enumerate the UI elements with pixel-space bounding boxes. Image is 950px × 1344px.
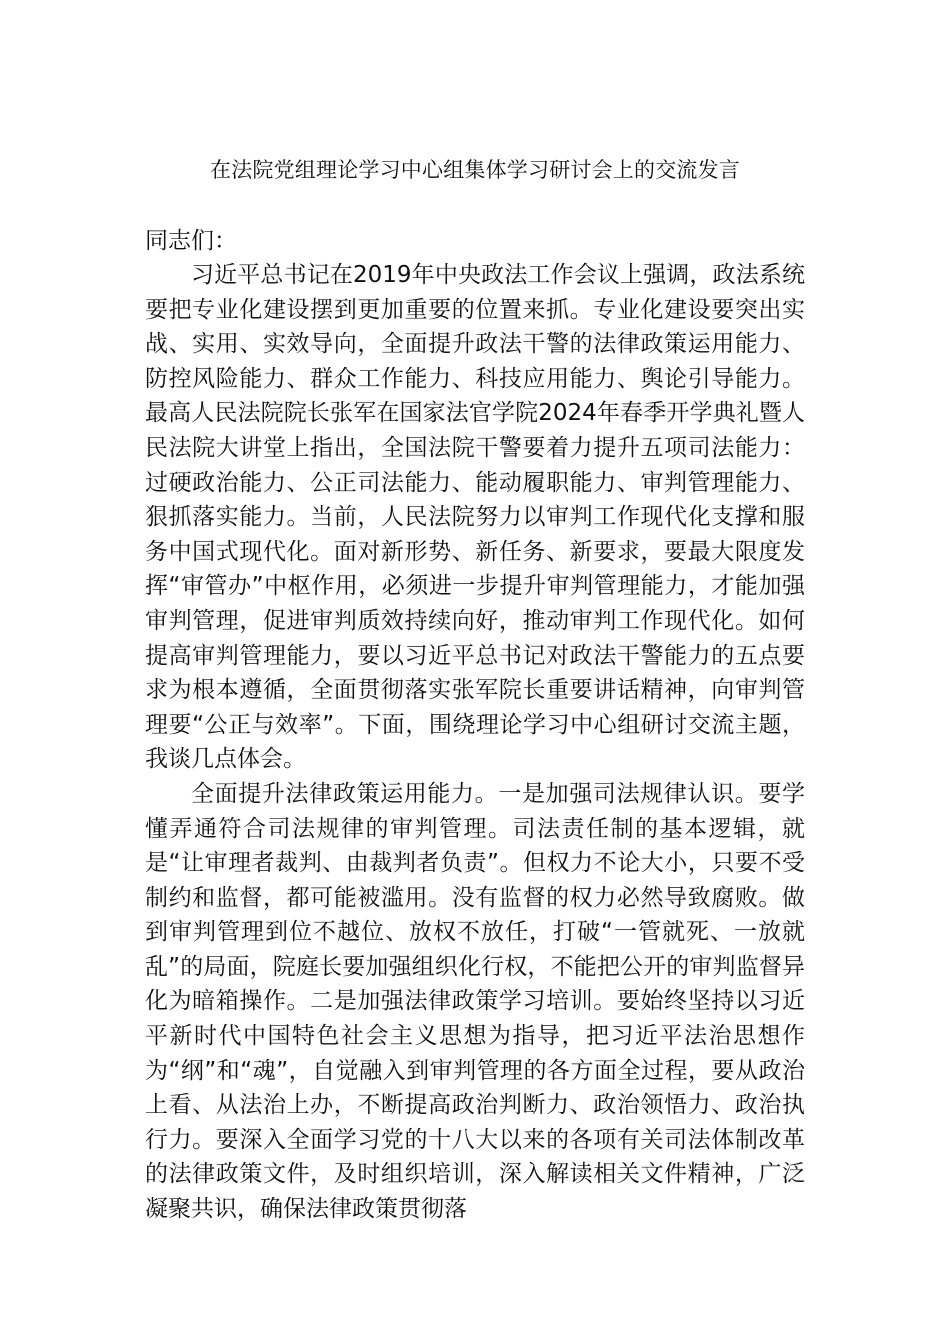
document-title: 在法院党组理论学习中心组集体学习研讨会上的交流发言	[210, 158, 740, 182]
salutation: 同志们：	[145, 228, 237, 254]
paragraph-1: 习近平总书记在2019年中央政法工作会议上强调，政法系统要把专业化建设摆到更加重要的位置来抓。专业化建设要突出实战、实用、实效导向，全面提升政法干警的法律政策运用能力、防控风险能力、群众工作能力、科技应用能力、舆论引导能力。最高人民法院院长张军在国家法官学院2024年春季开学典礼暨人民法院大讲堂上指出，全国法院干警要着力提升五项司法能力：过硬政治能力、公正司法能力、能动履职能力、审判管理能力、狠抓落实能力。当前，人民法院努力以审判工作现代化支撑和服务中国式现代化。面对新形势、新任务、新要求，要最大限度发挥“审管办”中枢作用，必须进一步提升审判管理能力，才能加强审判管理，促进审判质效持续向好，推动审判工作现代化。如何提高审判管理能力，要以习近平总书记对政法干警能力的五点要求为根本遵循，全面贯彻落实张军院长重要讲话精神，向审判管理要“公正与效率”。下面，围绕理论学习中心组研讨交流主题，我谈几点体会。	[145, 262, 805, 773]
document-body	[145, 224, 805, 1227]
paragraph-2: 全面提升法律政策运用能力。一是加强司法规律认识。要学懂弄通符合司法规律的审判管理。司法责任制的基本逻辑，就是“让审理者裁判、由裁判者负责”。但权力不论大小，只要不受制约和监督，都可能被滥用。没有监督的权力必然导致腐败。做到审判管理到位不越位、放权不放任，打破“一管就死、一放就乱”的局面，院庭长要加强组织化行权，不能把公开的审判监督异化为暗箱操作。二是加强法律政策学习培训。要始终坚持以习近平新时代中国特色社会主义思想为指导，把习近平法治思想作为“纲”和“魂”，自觉融入到审判管理的各方面全过程，要从政治上看、从法治上办，不断提高政治判断力、政治领悟力、政治执行力。要深入全面学习党的十八大以来的各项有关司法体制改革的法律政策文件，及时组织培训，深入解读相关文件精神，广泛凝聚共识，确保法律政策贯彻落	[145, 780, 805, 1223]
